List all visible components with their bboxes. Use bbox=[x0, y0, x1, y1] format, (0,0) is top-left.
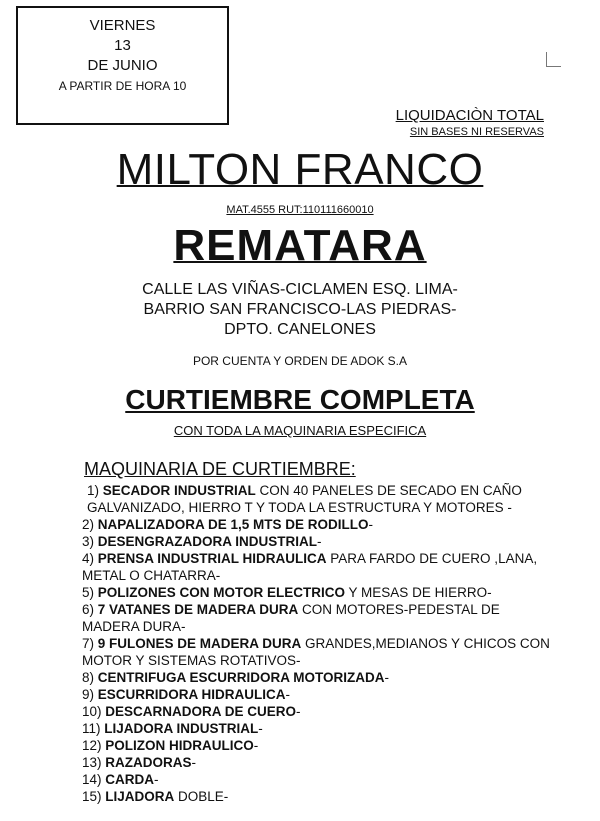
machinery-item-number: 2) bbox=[82, 517, 98, 532]
machinery-item-detail: - bbox=[384, 670, 390, 685]
machinery-item-detail: - bbox=[368, 517, 374, 532]
date-day: VIERNES bbox=[89, 17, 156, 34]
machinery-item-name: PRENSA INDUSTRIAL HIDRAULICA bbox=[97, 551, 327, 566]
machinery-item-detail: Y MESAS DE HIERRO- bbox=[345, 585, 492, 600]
machinery-item-name: POLIZONES CON MOTOR ELECTRICO bbox=[97, 585, 346, 600]
machinery-item bbox=[82, 737, 552, 754]
machinery-item bbox=[82, 550, 552, 584]
machinery-item-number: 7) bbox=[82, 636, 98, 651]
machinery-item-name: POLIZON HIDRAULICO bbox=[105, 738, 254, 753]
address-line-1: CALLE LAS VIÑAS-CICLAMEN ESQ. LIMA- bbox=[142, 281, 458, 298]
machinery-item-detail: GRANDES,MEDIANOS Y CHICOS CON MOTOR Y SISTEMAS ROTATIVOS- bbox=[82, 636, 550, 668]
auctioneer-registration: MAT.4555 RUT:110111660010 bbox=[226, 204, 374, 216]
machinery-title: MAQUINARIA DE CURTIEMBRE: bbox=[84, 459, 356, 479]
machinery-item-detail: - bbox=[296, 704, 301, 719]
machinery-item-number: 12) bbox=[82, 738, 106, 753]
machinery-item bbox=[82, 703, 552, 720]
machinery-item-detail: PARA FARDO DE CUERO ,LANA, METAL O CHATARRA- bbox=[82, 551, 538, 583]
machinery-item-number: 15) bbox=[82, 789, 106, 804]
machinery-item-number: 14) bbox=[82, 772, 106, 787]
machinery-item-name: 7 VATANES DE MADERA DURA bbox=[97, 602, 299, 617]
machinery-item-name: LIJADORA bbox=[105, 789, 175, 804]
machinery-item-detail: - bbox=[285, 687, 291, 702]
auction-action-block bbox=[0, 220, 600, 272]
machinery-item bbox=[82, 635, 552, 669]
machinery-item-name: CARDA bbox=[105, 772, 155, 787]
machinery-item-number: 5) bbox=[82, 585, 98, 600]
machinery-item-name: CENTRIFUGA ESCURRIDORA MOTORIZADA bbox=[97, 670, 385, 685]
machinery-item-detail: DOBLE- bbox=[174, 789, 229, 804]
machinery-item-name: DESCARNADORA DE CUERO bbox=[105, 704, 297, 719]
auctioneer-name-block bbox=[0, 144, 600, 196]
corner-mark-icon bbox=[546, 52, 561, 67]
machinery-item-number: 9) bbox=[82, 687, 98, 702]
auctioneer-name: MILTON FRANCO bbox=[116, 145, 484, 194]
machinery-item bbox=[82, 584, 552, 601]
machinery-item-detail: - bbox=[191, 755, 197, 770]
machinery-item-detail: - bbox=[154, 772, 159, 787]
machinery-item bbox=[82, 516, 552, 533]
auction-action: REMATARA bbox=[173, 221, 427, 270]
liquidation-title: LIQUIDACIÒN TOTAL bbox=[395, 107, 544, 124]
machinery-item bbox=[82, 482, 552, 516]
machinery-item-number: 13) bbox=[82, 755, 106, 770]
machinery-item bbox=[82, 601, 552, 635]
date-month: DE JUNIO bbox=[87, 57, 158, 74]
headline-subtitle: CON TODA LA MAQUINARIA ESPECIFICA bbox=[173, 423, 427, 438]
machinery-item-number: 1) bbox=[87, 483, 103, 498]
machinery-list bbox=[82, 482, 552, 805]
machinery-item-name: 9 FULONES DE MADERA DURA bbox=[97, 636, 302, 651]
on-behalf-of: POR CUENTA Y ORDEN DE ADOK S.A bbox=[192, 354, 408, 368]
date-number: 13 bbox=[114, 37, 131, 54]
headline-title: CURTIEMBRE COMPLETA bbox=[125, 384, 475, 415]
machinery-item bbox=[82, 788, 552, 805]
liquidation-subtitle: SIN BASES NI RESERVAS bbox=[409, 126, 544, 138]
machinery-item-detail: - bbox=[258, 721, 263, 736]
machinery-item-number: 8) bbox=[82, 670, 98, 685]
machinery-item bbox=[82, 754, 552, 771]
date-box bbox=[16, 6, 229, 125]
machinery-item-detail: - bbox=[317, 534, 322, 549]
machinery-item bbox=[82, 533, 552, 550]
machinery-item-number: 6) bbox=[82, 602, 98, 617]
machinery-item-number: 3) bbox=[82, 534, 98, 549]
machinery-item-detail: CON 40 PANELES DE SECADO EN CAÑO GALVANIZADO, HIERRO T Y TODA LA ESTRUCTURA Y MOTORES - bbox=[87, 483, 522, 515]
machinery-item-number: 4) bbox=[82, 551, 98, 566]
machinery-item-detail: - bbox=[253, 738, 259, 753]
machinery-item-name: NAPALIZADORA DE 1,5 MTS DE RODILLO bbox=[97, 517, 369, 532]
machinery-item-name: ESCURRIDORA HIDRAULICA bbox=[97, 687, 286, 702]
address-line-2: BARRIO SAN FRANCISCO-LAS PIEDRAS- bbox=[143, 301, 457, 318]
machinery-item bbox=[82, 686, 552, 703]
machinery-item bbox=[82, 669, 552, 686]
machinery-item-number: 11) bbox=[82, 721, 105, 736]
headline-block bbox=[0, 383, 600, 417]
date-time: A PARTIR DE HORA 10 bbox=[58, 79, 187, 93]
machinery-item-detail: CON MOTORES-PEDESTAL DE MADERA DURA- bbox=[82, 602, 500, 634]
machinery-item-name: SECADOR INDUSTRIAL bbox=[102, 483, 256, 498]
machinery-item-name: LIJADORA INDUSTRIAL bbox=[104, 721, 259, 736]
liquidation-notice bbox=[396, 107, 544, 141]
machinery-item bbox=[82, 720, 552, 737]
machinery-item-name: DESENGRAZADORA INDUSTRIAL bbox=[97, 534, 318, 549]
machinery-item-name: RAZADORAS bbox=[105, 755, 192, 770]
address-line-3: DPTO. CANELONES bbox=[224, 321, 376, 338]
machinery-item-number: 10) bbox=[82, 704, 106, 719]
machinery-item bbox=[82, 771, 552, 788]
address bbox=[0, 280, 600, 340]
